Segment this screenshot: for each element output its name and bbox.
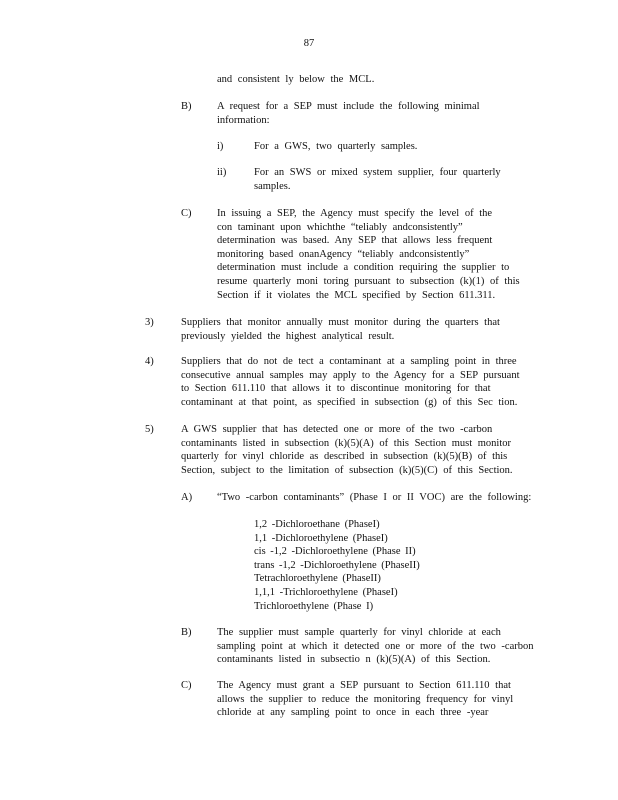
text-line: con taminant upon whichthe “teliably andconsistently” <box>217 221 463 233</box>
text-line: chloride at any sampling point to once in each three -year <box>217 707 489 719</box>
item-5b-text <box>217 626 534 667</box>
item-5b-label: B) <box>181 627 192 638</box>
item-3-label: 3) <box>145 317 154 328</box>
item-b-text <box>217 100 480 127</box>
item-5a-text: “Two -carbon contaminants” (Phase I or II VOC) are the following: <box>217 492 532 503</box>
text-line: monitoring based onanAgency “teliably andconsistently” <box>217 248 470 260</box>
item-b-i-label: i) <box>217 141 224 152</box>
text-line: quarterly for vinyl chloride as described in subsection (k)(5)(B) of this <box>181 451 508 463</box>
page-number: 87 <box>303 38 315 49</box>
chemical-item: cis -1,2 -Dichloroethylene (Phase II) <box>254 546 416 558</box>
text-line: Suppliers that monitor annually must monitor during the quarters that <box>181 317 500 328</box>
text-line: samples. <box>254 180 291 192</box>
continuation-line: and consistent ly below the MCL. <box>217 74 375 85</box>
text-line: resume quarterly moni toring pursuant to subsection (k)(1) of this <box>217 275 520 287</box>
item-5-label: 5) <box>145 424 154 435</box>
text-line: determination must include a condition requiring the supplier to <box>217 262 510 274</box>
item-3-text <box>181 316 500 343</box>
item-c-label: C) <box>181 208 192 219</box>
text-line: contaminants listed in subsectio n (k)(5)(A) of this Section. <box>217 654 491 666</box>
item-b-ii-label: ii) <box>217 167 227 178</box>
text-line: contaminant at that point, as specified in subsection (g) of this Sec tion. <box>181 396 518 408</box>
chemical-item: Trichloroethylene (Phase I) <box>254 600 374 612</box>
text-line: Section, subject to the limitation of subsection (k)(5)(C) of this Section. <box>181 464 513 476</box>
text-line: contaminants listed in subsection (k)(5)(A) of this Section must monitor <box>181 437 511 449</box>
text-line: Suppliers that do not de tect a contaminant at a sampling point in three <box>181 356 517 367</box>
chemical-item: trans -1,2 -Dichloroethylene (PhaseII) <box>254 559 420 571</box>
chemical-item: 1,2 -Dichloroethane (PhaseI) <box>254 519 380 530</box>
text-line: A request for a SEP must include the following minimal <box>217 101 480 112</box>
item-4-text <box>181 355 520 409</box>
item-b-ii-text <box>254 166 501 193</box>
text-line: Section if it violates the MCL specified by Section 611.311. <box>217 289 496 301</box>
item-5-text <box>181 423 513 477</box>
text-line: The Agency must grant a SEP pursuant to Section 611.110 that <box>217 680 511 691</box>
text-line: consecutive annual samples may apply to the Agency for a SEP pursuant <box>181 369 520 381</box>
text-line: determination was based. Any SEP that allows less frequent <box>217 235 493 247</box>
chemical-item: Tetrachloroethylene (PhaseII) <box>254 573 381 585</box>
text-line: For an SWS or mixed system supplier, four quarterly <box>254 167 501 178</box>
text-line: sampling point at which it detected one or more of the two -carbon <box>217 640 534 652</box>
item-5c-label: C) <box>181 680 192 691</box>
chemical-item: 1,1,1 -Trichloroethylene (PhaseI) <box>254 586 398 598</box>
item-c-text <box>217 207 520 302</box>
item-b-label: B) <box>181 101 192 112</box>
item-4-label: 4) <box>145 356 154 367</box>
chemical-list <box>254 518 420 613</box>
text-line: A GWS supplier that has detected one or more of the two -carbon <box>181 424 493 435</box>
item-b-i-text: For a GWS, two quarterly samples. <box>254 141 418 152</box>
text-line: In issuing a SEP, the Agency must specify the level of the <box>217 208 493 219</box>
chemical-item: 1,1 -Dichloroethylene (PhaseI) <box>254 532 388 544</box>
text-line: information: <box>217 114 270 126</box>
item-5a-label: A) <box>181 492 193 503</box>
text-line: to Section 611.110 that allows it to discontinue monitoring for that <box>181 383 491 395</box>
item-5c-text <box>217 679 513 720</box>
text-line: allows the supplier to reduce the monitoring frequency for vinyl <box>217 693 514 705</box>
text-line: previously yielded the highest analytical result. <box>181 330 395 342</box>
text-line: The supplier must sample quarterly for vinyl chloride at each <box>217 627 501 638</box>
